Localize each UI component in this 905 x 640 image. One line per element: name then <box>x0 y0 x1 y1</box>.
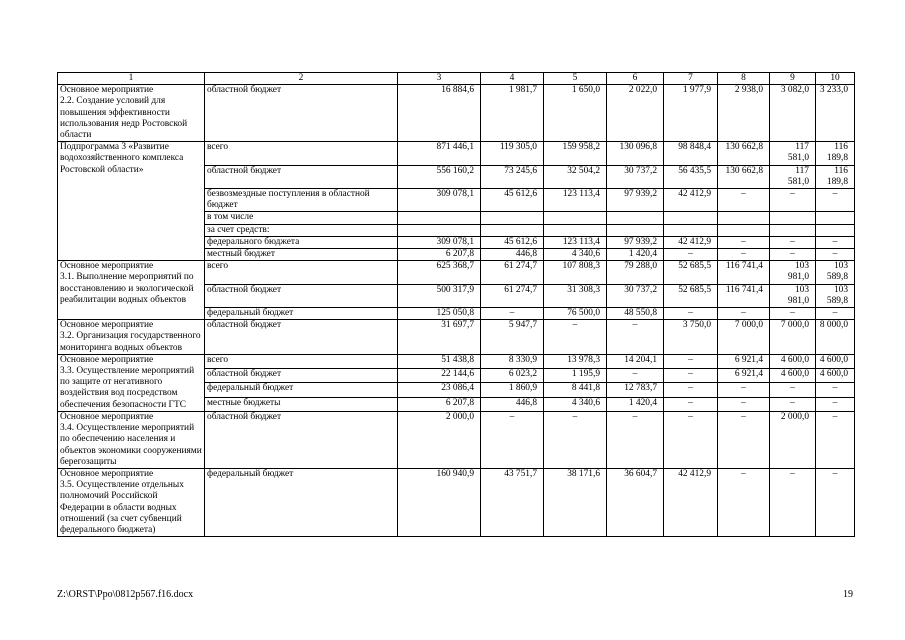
amount-cell: – <box>481 308 544 320</box>
amount-cell: 116 189,8 <box>816 165 855 188</box>
amount-cell: – <box>664 383 718 397</box>
amount-cell: – <box>816 189 855 212</box>
amount-cell: 98 848,4 <box>664 142 718 165</box>
amount-cell: – <box>718 411 770 468</box>
amount-cell <box>718 212 770 224</box>
amount-cell: – <box>718 189 770 212</box>
amount-cell: 1 650,0 <box>544 85 607 142</box>
amount-cell: 48 550,8 <box>607 308 664 320</box>
table-row <box>58 411 855 468</box>
amount-cell: 16 884,6 <box>398 85 481 142</box>
amount-cell: – <box>664 354 718 368</box>
amount-cell: 1 420,4 <box>607 397 664 411</box>
amount-cell <box>398 224 481 236</box>
amount-cell: 36 604,7 <box>607 468 664 536</box>
amount-cell: 42 412,9 <box>664 236 718 248</box>
amount-cell: 309 078,1 <box>398 189 481 212</box>
amount-cell: – <box>544 411 607 468</box>
amount-cell: 116 741,4 <box>718 261 770 284</box>
funding-source-cell: областной бюджет <box>205 284 398 307</box>
amount-cell: 52 685,5 <box>664 284 718 307</box>
activity-name-cell: Основное мероприятие 2.2. Создание условий для повышения эффективности использования недр Ростовской области <box>58 85 205 142</box>
amount-cell <box>544 224 607 236</box>
activity-name-cell: Основное мероприятие 3.4. Осуществление мероприятий по обеспечению населения и объектов экономики сооружениями берегозащиты <box>58 411 205 468</box>
amount-cell: 309 078,1 <box>398 236 481 248</box>
amount-cell: 130 662,8 <box>718 165 770 188</box>
amount-cell: 1 420,4 <box>607 249 664 261</box>
table-row <box>58 320 855 355</box>
amount-cell: 14 204,1 <box>607 354 664 368</box>
amount-cell: – <box>664 249 718 261</box>
amount-cell: – <box>770 249 816 261</box>
amount-cell: – <box>816 308 855 320</box>
amount-cell: 12 783,7 <box>607 383 664 397</box>
amount-cell: 556 160,2 <box>398 165 481 188</box>
amount-cell: 23 086,4 <box>398 383 481 397</box>
amount-cell <box>770 224 816 236</box>
amount-cell: 45 612,6 <box>481 236 544 248</box>
amount-cell: 130 662,8 <box>718 142 770 165</box>
amount-cell: 51 438,8 <box>398 354 481 368</box>
amount-cell: 30 737,2 <box>607 284 664 307</box>
activity-name-cell: Основное мероприятие 3.1. Выполнение мероприятий по восстановлению и экологической реабилитации водных объектов <box>58 261 205 320</box>
funding-source-cell: в том числе <box>205 212 398 224</box>
amount-cell: 1 981,7 <box>481 85 544 142</box>
amount-cell: – <box>770 189 816 212</box>
column-number-cell: 2 <box>205 73 398 85</box>
amount-cell: 56 435,5 <box>664 165 718 188</box>
amount-cell <box>816 224 855 236</box>
amount-cell: 6 023,2 <box>481 369 544 383</box>
amount-cell: 42 412,9 <box>664 468 718 536</box>
amount-cell: 97 939,2 <box>607 189 664 212</box>
column-number-cell: 1 <box>58 73 205 85</box>
amount-cell: 7 000,0 <box>718 320 770 355</box>
column-number-row <box>58 73 855 85</box>
amount-cell: 446,8 <box>481 397 544 411</box>
funding-source-cell: всего <box>205 142 398 165</box>
amount-cell <box>607 212 664 224</box>
amount-cell: 3 750,0 <box>664 320 718 355</box>
amount-cell: – <box>718 308 770 320</box>
amount-cell: 2 000,0 <box>770 411 816 468</box>
amount-cell: 107 808,3 <box>544 261 607 284</box>
amount-cell: 103 589,8 <box>816 261 855 284</box>
amount-cell: 42 412,9 <box>664 189 718 212</box>
table-row <box>58 261 855 284</box>
amount-cell <box>607 224 664 236</box>
amount-cell: 103 981,0 <box>770 284 816 307</box>
amount-cell: – <box>664 308 718 320</box>
amount-cell: – <box>718 236 770 248</box>
funding-source-cell: федеральный бюджет <box>205 308 398 320</box>
amount-cell: 4 600,0 <box>770 369 816 383</box>
amount-cell: – <box>607 369 664 383</box>
amount-cell <box>718 224 770 236</box>
column-number-cell: 8 <box>718 73 770 85</box>
amount-cell: – <box>664 411 718 468</box>
table-row <box>58 85 855 142</box>
amount-cell: 123 113,4 <box>544 189 607 212</box>
amount-cell: 2 938,0 <box>718 85 770 142</box>
amount-cell: 160 940,9 <box>398 468 481 536</box>
amount-cell: – <box>816 249 855 261</box>
amount-cell: 4 340,6 <box>544 397 607 411</box>
amount-cell: – <box>607 411 664 468</box>
amount-cell: 52 685,5 <box>664 261 718 284</box>
amount-cell: 43 751,7 <box>481 468 544 536</box>
amount-cell: 31 697,7 <box>398 320 481 355</box>
amount-cell: – <box>664 397 718 411</box>
funding-source-cell: местный бюджет <box>205 249 398 261</box>
amount-cell: 97 939,2 <box>607 236 664 248</box>
funding-source-cell: областной бюджет <box>205 369 398 383</box>
column-number-cell: 3 <box>398 73 481 85</box>
funding-source-cell: федеральный бюджет <box>205 468 398 536</box>
funding-source-cell: местные бюджеты <box>205 397 398 411</box>
amount-cell: – <box>816 411 855 468</box>
amount-cell: 3 082,0 <box>770 85 816 142</box>
amount-cell: 8 330,9 <box>481 354 544 368</box>
amount-cell <box>770 212 816 224</box>
amount-cell: 116 741,4 <box>718 284 770 307</box>
amount-cell: 76 500,0 <box>544 308 607 320</box>
amount-cell: 2 022,0 <box>607 85 664 142</box>
column-number-cell: 7 <box>664 73 718 85</box>
funding-source-cell: всего <box>205 354 398 368</box>
amount-cell: – <box>770 308 816 320</box>
amount-cell: 22 144,6 <box>398 369 481 383</box>
amount-cell: 30 737,2 <box>607 165 664 188</box>
amount-cell: 103 589,8 <box>816 284 855 307</box>
funding-source-cell: областной бюджет <box>205 411 398 468</box>
amount-cell: 6 921,4 <box>718 369 770 383</box>
funding-source-cell: областной бюджет <box>205 85 398 142</box>
amount-cell <box>816 212 855 224</box>
amount-cell: 8 441,8 <box>544 383 607 397</box>
activity-name-cell: Основное мероприятие 3.3. Осуществление мероприятий по защите от негативного воздействия вод посредством обеспечения безопасности ГТС <box>58 354 205 411</box>
amount-cell: 1 195,9 <box>544 369 607 383</box>
amount-cell <box>398 212 481 224</box>
amount-cell: 79 288,0 <box>607 261 664 284</box>
amount-cell: 3 233,0 <box>816 85 855 142</box>
amount-cell: 5 947,7 <box>481 320 544 355</box>
amount-cell: – <box>816 236 855 248</box>
amount-cell: 31 308,3 <box>544 284 607 307</box>
amount-cell: 159 958,2 <box>544 142 607 165</box>
funding-source-cell: федеральный бюджет <box>205 383 398 397</box>
table-row <box>58 142 855 165</box>
funding-source-cell: федерального бюджета <box>205 236 398 248</box>
amount-cell: – <box>607 320 664 355</box>
amount-cell: 8 000,0 <box>816 320 855 355</box>
amount-cell: 117 581,0 <box>770 142 816 165</box>
amount-cell: 7 000,0 <box>770 320 816 355</box>
amount-cell: 6 921,4 <box>718 354 770 368</box>
funding-source-cell: областной бюджет <box>205 165 398 188</box>
amount-cell: – <box>718 383 770 397</box>
column-number-cell: 10 <box>816 73 855 85</box>
amount-cell <box>664 212 718 224</box>
amount-cell: 4 600,0 <box>816 369 855 383</box>
amount-cell: – <box>718 468 770 536</box>
amount-cell: 4 600,0 <box>770 354 816 368</box>
amount-cell: 1 860,9 <box>481 383 544 397</box>
funding-source-cell: всего <box>205 261 398 284</box>
amount-cell: 117 581,0 <box>770 165 816 188</box>
activity-name-cell: Основное мероприятие 3.5. Осуществление отдельных полномочий Российской Федерации в области водных отношений (за счет субвенций федерального бюджета) <box>58 468 205 536</box>
amount-cell: 2 000,0 <box>398 411 481 468</box>
amount-cell: 73 245,6 <box>481 165 544 188</box>
amount-cell: 1 977,9 <box>664 85 718 142</box>
amount-cell <box>664 224 718 236</box>
activity-name-cell: Основное мероприятие 3.2. Организация государственного мониторинга водных объектов <box>58 320 205 355</box>
amount-cell: 13 978,3 <box>544 354 607 368</box>
column-number-cell: 6 <box>607 73 664 85</box>
funding-source-cell: областной бюджет <box>205 320 398 355</box>
amount-cell: – <box>816 383 855 397</box>
amount-cell: – <box>816 397 855 411</box>
amount-cell: 32 504,2 <box>544 165 607 188</box>
amount-cell: 38 171,6 <box>544 468 607 536</box>
amount-cell: 103 981,0 <box>770 261 816 284</box>
funding-source-cell: безвозмездные поступления в областной бюджет <box>205 189 398 212</box>
amount-cell <box>481 224 544 236</box>
file-path: Z:\ORST\Ppo\0812p567.f16.docx <box>57 589 194 600</box>
column-number-cell: 5 <box>544 73 607 85</box>
amount-cell: 45 612,6 <box>481 189 544 212</box>
amount-cell <box>544 212 607 224</box>
amount-cell: 625 368,7 <box>398 261 481 284</box>
amount-cell: 123 113,4 <box>544 236 607 248</box>
column-number-cell: 4 <box>481 73 544 85</box>
amount-cell: 6 207,8 <box>398 397 481 411</box>
amount-cell: 4 600,0 <box>816 354 855 368</box>
activity-name-cell: Подпрограмма 3 «Развитие водохозяйственного комплекса Ростовской области» <box>58 142 205 261</box>
table-row <box>58 468 855 536</box>
budget-table <box>57 72 855 537</box>
amount-cell: 500 317,9 <box>398 284 481 307</box>
amount-cell: – <box>544 320 607 355</box>
amount-cell: – <box>664 369 718 383</box>
amount-cell: 6 207,8 <box>398 249 481 261</box>
column-number-cell: 9 <box>770 73 816 85</box>
amount-cell: 116 189,8 <box>816 142 855 165</box>
amount-cell: – <box>770 236 816 248</box>
amount-cell: – <box>481 411 544 468</box>
amount-cell: 125 050,8 <box>398 308 481 320</box>
funding-source-cell: за счет средств: <box>205 224 398 236</box>
amount-cell: 871 446,1 <box>398 142 481 165</box>
page-number: 19 <box>843 589 853 600</box>
amount-cell: 4 340,6 <box>544 249 607 261</box>
amount-cell: 130 096,8 <box>607 142 664 165</box>
amount-cell: – <box>770 468 816 536</box>
amount-cell: 61 274,7 <box>481 261 544 284</box>
amount-cell: 446,8 <box>481 249 544 261</box>
amount-cell: – <box>816 468 855 536</box>
amount-cell: 61 274,7 <box>481 284 544 307</box>
amount-cell: – <box>718 249 770 261</box>
amount-cell: 119 305,0 <box>481 142 544 165</box>
amount-cell: – <box>718 397 770 411</box>
amount-cell: – <box>770 383 816 397</box>
amount-cell <box>481 212 544 224</box>
table-row <box>58 354 855 368</box>
amount-cell: – <box>770 397 816 411</box>
